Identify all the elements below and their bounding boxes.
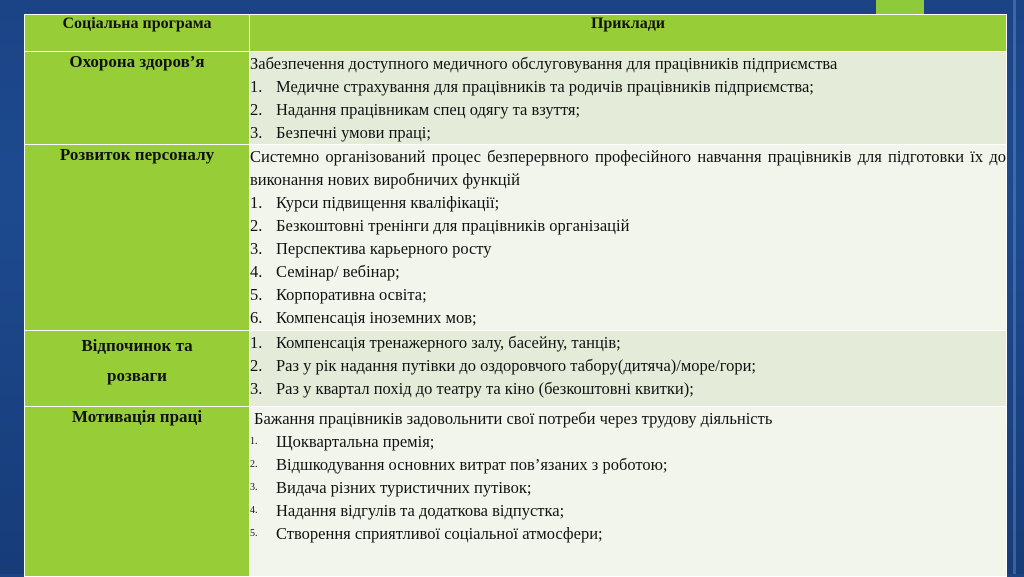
row-content-development xyxy=(250,145,1007,331)
list-item: 2. Безкоштовні тренінги для працівників організацій xyxy=(250,216,630,235)
example-list xyxy=(250,331,1006,400)
list-item: 2. Відшкодування основних витрат пов’язаних з роботою; xyxy=(250,455,668,474)
list-item: 3. Безпечні умови праці; xyxy=(250,123,431,142)
decorative-vertical-line xyxy=(1013,0,1016,574)
example-list xyxy=(250,430,1006,545)
row-label-leisure xyxy=(25,331,250,407)
row-intro: Забезпечення доступного медичного обслуговування для працівників підприємства xyxy=(250,54,838,73)
row-content-health xyxy=(250,52,1007,145)
list-item: 1. Компенсація тренажерного залу, басейну, танців; xyxy=(250,333,621,352)
list-item: 5. Корпоративна освіта; xyxy=(250,285,427,304)
list-item: 2. Раз у рік надання путівки до оздоровчого табору(дитяча)/море/гори; xyxy=(250,356,756,375)
table-header-row xyxy=(25,15,1007,52)
social-programs-table xyxy=(24,14,1007,577)
table-row xyxy=(25,145,1007,331)
example-list xyxy=(250,191,1006,329)
list-item: 1. Щоквартальна премія; xyxy=(250,432,435,451)
row-content-motivation xyxy=(250,407,1007,577)
row-label-development: Розвиток персоналу xyxy=(25,145,250,331)
table-row xyxy=(25,331,1007,407)
corner-accent-square xyxy=(876,0,924,14)
row-label-leisure-line2: розваги xyxy=(107,366,167,385)
list-item: 4. Семінар/ вебінар; xyxy=(250,262,400,281)
list-item: 6. Компенсація іноземних мов; xyxy=(250,308,477,327)
row-intro: Бажання працівників задовольнити свої потреби через трудову діяльність xyxy=(254,409,773,428)
header-examples: Приклади xyxy=(250,15,1007,52)
list-item: 2. Надання працівникам спец одягу та взуття; xyxy=(250,100,581,119)
list-item: 1. Курси підвищення кваліфікації; xyxy=(250,193,500,212)
list-item: 3. Видача різних туристичних путівок; xyxy=(250,478,532,497)
list-item: 3. Раз у квартал похід до театру та кіно (безкоштовні квитки); xyxy=(250,379,694,398)
row-content-leisure xyxy=(250,331,1007,407)
row-intro: Системно організований процес безперервного професійного навчання працівників для підготовки їх до виконання нових виробничих функцій xyxy=(250,147,1006,189)
row-label-motivation: Мотивація праці xyxy=(25,407,250,577)
table-row xyxy=(25,407,1007,577)
list-item: 3. Перспектива карьерного росту xyxy=(250,239,492,258)
row-label-leisure-line1: Відпочинок та xyxy=(81,336,193,355)
row-label-health: Охорона здоров’я xyxy=(25,52,250,145)
example-list xyxy=(250,75,1006,144)
table-row xyxy=(25,52,1007,145)
list-item: 5. Створення сприятливої соціальної атмосфери; xyxy=(250,524,603,543)
header-program: Соціальна програма xyxy=(25,15,250,52)
list-item: 1. Медичне страхування для працівників та родичів працівників підприємства; xyxy=(250,77,814,96)
list-item: 4. Надання відгулів та додаткова відпустка; xyxy=(250,501,565,520)
